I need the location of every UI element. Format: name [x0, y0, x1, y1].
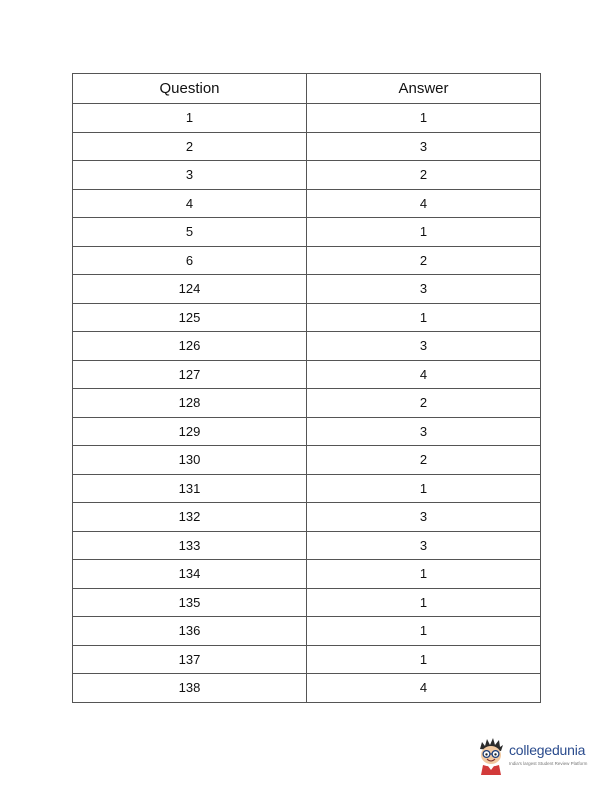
question-number-cell: 138: [73, 674, 307, 703]
question-number-cell: 126: [73, 332, 307, 361]
question-number-cell: 133: [73, 531, 307, 560]
question-number-cell: 1: [73, 104, 307, 133]
answer-cell: 1: [307, 617, 541, 646]
table-row: [73, 218, 541, 247]
table-row: [73, 161, 541, 190]
table-row: [73, 275, 541, 304]
question-number-cell: 2: [73, 132, 307, 161]
question-number-cell: 136: [73, 617, 307, 646]
table-row: [73, 474, 541, 503]
answer-cell: 2: [307, 389, 541, 418]
answer-cell: 3: [307, 275, 541, 304]
brand-logo: [476, 737, 606, 777]
answer-cell: 4: [307, 674, 541, 703]
table-row: [73, 417, 541, 446]
table-header-row: [73, 74, 541, 104]
question-number-cell: 127: [73, 360, 307, 389]
question-number-cell: 130: [73, 446, 307, 475]
mascot-logo-icon: [476, 737, 506, 775]
table-row: [73, 332, 541, 361]
table-body: [73, 104, 541, 703]
table-row: [73, 389, 541, 418]
table-row: [73, 674, 541, 703]
table-row: [73, 246, 541, 275]
answer-cell: 1: [307, 104, 541, 133]
answer-cell: 4: [307, 360, 541, 389]
question-number-cell: 137: [73, 645, 307, 674]
question-number-cell: 132: [73, 503, 307, 532]
answer-cell: 1: [307, 474, 541, 503]
question-number-cell: 4: [73, 189, 307, 218]
table-row: [73, 588, 541, 617]
answer-cell: 1: [307, 218, 541, 247]
question-number-cell: 134: [73, 560, 307, 589]
table-row: [73, 503, 541, 532]
answer-cell: 3: [307, 417, 541, 446]
answer-cell: 4: [307, 189, 541, 218]
table-row: [73, 303, 541, 332]
question-number-cell: 131: [73, 474, 307, 503]
answer-cell: 3: [307, 132, 541, 161]
question-number-cell: 135: [73, 588, 307, 617]
column-header-answer: Answer: [307, 74, 541, 104]
answer-cell: 1: [307, 303, 541, 332]
table-row: [73, 360, 541, 389]
table-row: [73, 560, 541, 589]
table-row: [73, 446, 541, 475]
question-number-cell: 124: [73, 275, 307, 304]
answer-cell: 3: [307, 531, 541, 560]
answer-cell: 1: [307, 645, 541, 674]
table-row: [73, 531, 541, 560]
brand-tagline: India's largest Student Review Platform: [509, 761, 588, 766]
answer-key-table: [72, 73, 541, 703]
answer-cell: 2: [307, 246, 541, 275]
question-number-cell: 5: [73, 218, 307, 247]
brand-name: collegedunia: [509, 742, 586, 758]
answer-cell: 3: [307, 503, 541, 532]
answer-cell: 2: [307, 446, 541, 475]
table-row: [73, 617, 541, 646]
answer-cell: 2: [307, 161, 541, 190]
question-number-cell: 128: [73, 389, 307, 418]
answer-cell: 3: [307, 332, 541, 361]
question-number-cell: 3: [73, 161, 307, 190]
table-row: [73, 104, 541, 133]
table-row: [73, 132, 541, 161]
answer-cell: 1: [307, 588, 541, 617]
table-row: [73, 645, 541, 674]
question-number-cell: 6: [73, 246, 307, 275]
table-row: [73, 189, 541, 218]
column-header-question: Question: [73, 74, 307, 104]
question-number-cell: 129: [73, 417, 307, 446]
answer-cell: 1: [307, 560, 541, 589]
question-number-cell: 125: [73, 303, 307, 332]
